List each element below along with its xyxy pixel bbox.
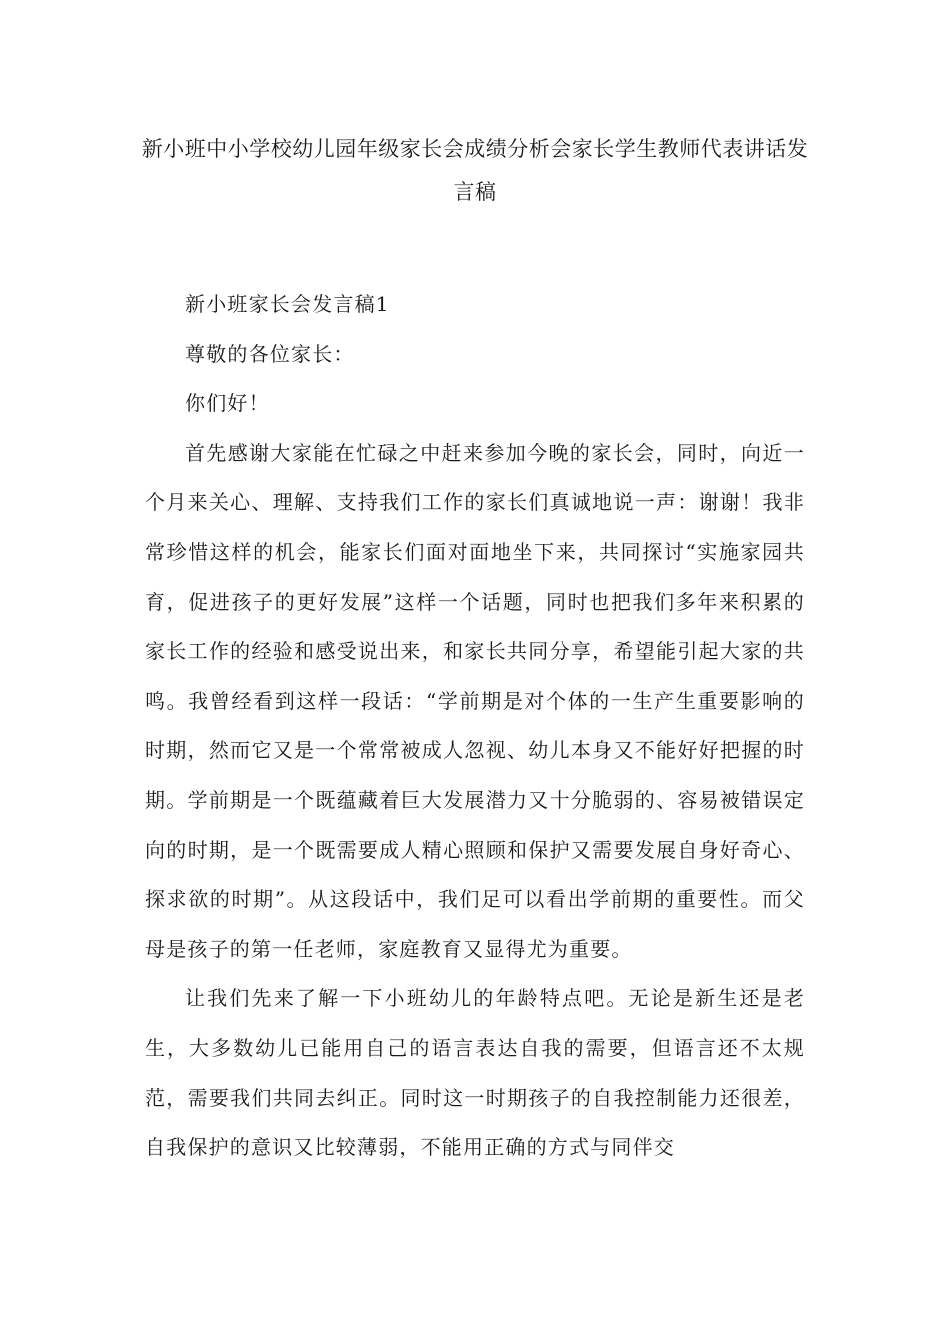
body-paragraph: 首先感谢大家能在忙碌之中赶来参加今晚的家长会，同时，向近一个月来关心、理解、支持我们工作的家长们真诚地说一声：谢谢！我非常珍惜这样的机会，能家长们面对面地坐下来，共同探讨“实施家园共育，促进孩子的更好发展”这样一个话题，同时也把我们多年来积累的家长工作的经验和感受说出来，和家长共同分享，希望能引起大家的共鸣。我曾经看到这样一段话：“学前期是对个体的一生产生重要影响的时期，然而它又是一个常常被成人忽视、幼儿本身又不能好好把握的时期。学前期是一个既蕴藏着巨大发展潜力又十分脆弱的、容易被错误定向的时期，是一个既需要成人精心照顾和保护又需要发展自身好奇心、探求欲的时期”。从这段话中，我们足可以看出学前期的重要性。而父母是孩子的第一任老师，家庭教育又显得尤为重要。 [145, 440, 805, 961]
document-body [145, 280, 805, 1173]
body-paragraph: 让我们先来了解一下小班幼儿的年龄特点吧。无论是新生还是老生，大多数幼儿已能用自己的语言表达自我的需要，但语言还不太规范，需要我们共同去纠正。同时这一时期孩子的自我控制能力还很差，自我保护的意识又比较薄弱，不能用正确的方式与同伴交 [145, 986, 805, 1160]
greeting: 你们好！ [185, 391, 270, 416]
salutation: 尊敬的各位家长： [185, 341, 355, 366]
section-heading: 新小班家长会发言稿1 [185, 292, 390, 316]
document-title: 新小班中小学校幼儿园年级家长会成绩分析会家长学生教师代表讲话发言稿 [141, 137, 809, 204]
